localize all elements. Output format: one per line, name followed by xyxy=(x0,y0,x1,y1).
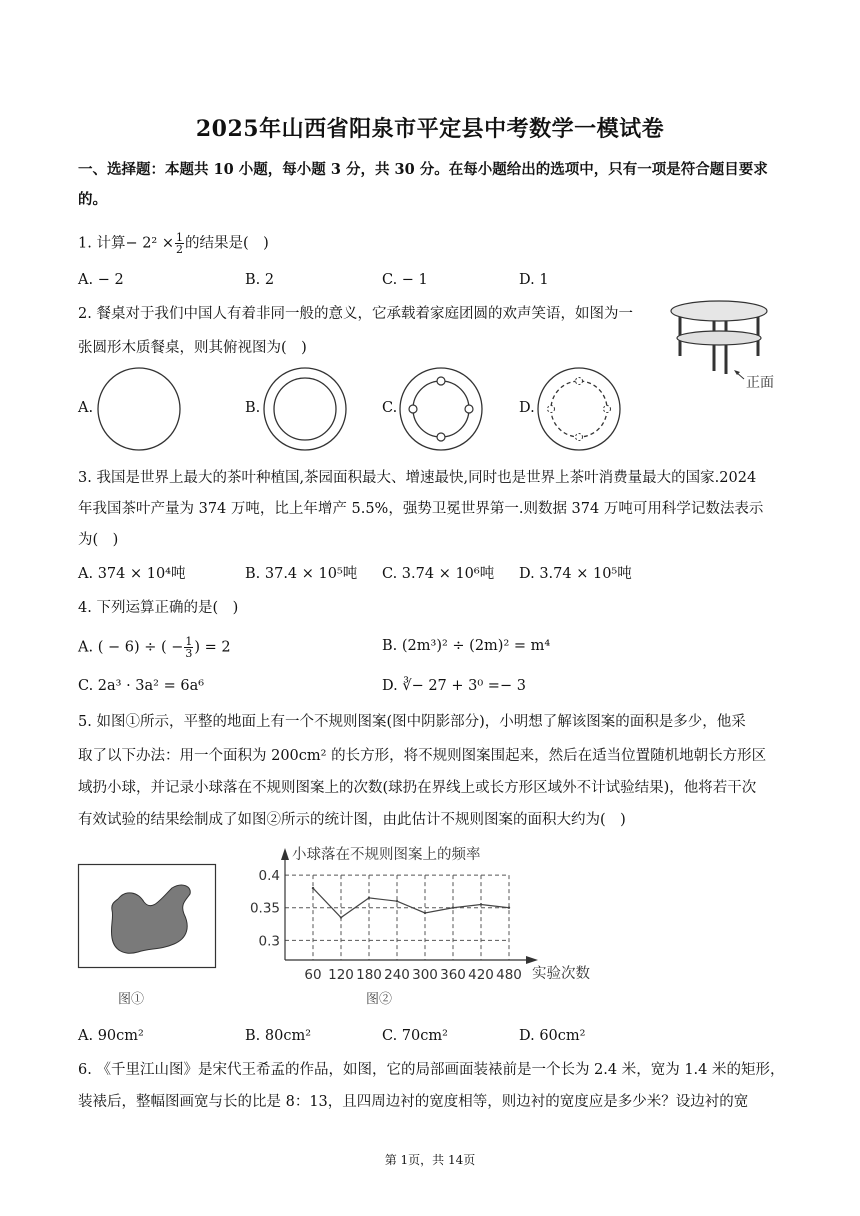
chart-xtick-label-7: 480 xyxy=(496,967,522,983)
chart-point-2 xyxy=(368,897,370,899)
question-4-stem: 4. 下列运算正确的是( ) xyxy=(78,600,239,616)
q4-option-a-fraction xyxy=(184,636,193,659)
q2-option-b-figure[interactable] xyxy=(262,366,348,452)
q1-expr: − 2² × xyxy=(125,235,175,252)
q1-suffix: 的结果是( ) xyxy=(185,235,269,252)
chart-xtick-label-4: 300 xyxy=(412,967,438,983)
q4-option-b[interactable]: B. (2m³)² ÷ (2m)² = m⁴ xyxy=(382,638,551,654)
chart-ytick-label-1: 0.35 xyxy=(249,900,280,917)
q1-fraction-num: 1 xyxy=(176,231,184,244)
q2-option-a-figure[interactable] xyxy=(96,366,182,452)
chart-point-0 xyxy=(312,887,314,889)
q1-option-c[interactable]: C. − 1 xyxy=(382,272,428,288)
question-5-line1: 5. 如图①所示，平整的地面上有一个不规则图案(图中阴影部分)，小明想了解该图案的面积是多少，他采 xyxy=(78,714,746,730)
question-5-line4: 有效试验的结果绘制成了如图②所示的统计图，由此估计不规则图案的面积大约为( ) xyxy=(78,812,626,828)
q2-option-c-figure[interactable] xyxy=(398,366,484,452)
q1-prefix: 1. 计算 xyxy=(78,235,126,252)
question-6-line1: 6. 《千里江山图》是宋代王希孟的作品，如图，它的局部画面装裱前是一个长为 2.4 米，宽为 1.4 米的矩形， xyxy=(78,1062,785,1078)
figure-1-label: 图① xyxy=(118,992,145,1007)
q2-option-d-label[interactable]: D. xyxy=(519,400,535,416)
chart-xtick-label-0: 60 xyxy=(304,967,322,983)
figure-1-irregular-shape xyxy=(78,864,218,974)
q3-option-c[interactable]: C. 3.74 × 10⁶吨 xyxy=(382,566,495,582)
chart-xlabel: 实验次数 xyxy=(532,966,590,982)
question-1-stem xyxy=(78,232,269,255)
q1-fraction-den: 2 xyxy=(176,243,184,256)
chart-xtick-label-2: 180 xyxy=(356,967,382,983)
q2-option-b-label[interactable]: B. xyxy=(245,400,261,416)
chart-y-ticks xyxy=(250,868,280,949)
chart-point-3 xyxy=(396,900,398,902)
question-5-line3: 域扔小球，并记录小球落在不规则图案上的次数(球扔在界线上或长方形区域外不计试验结果)，他将若干次 xyxy=(78,780,757,796)
q2-option-c-label[interactable]: C. xyxy=(382,400,398,416)
q5-option-d[interactable]: D. 60cm² xyxy=(519,1028,586,1044)
q5-option-a[interactable]: A. 90cm² xyxy=(78,1028,144,1044)
q4-option-a-suffix: ) = 2 xyxy=(194,639,231,656)
chart-point-1 xyxy=(340,916,342,918)
q4-option-a-prefix: A. ( − 6) ÷ ( − xyxy=(78,639,184,656)
chart-grid xyxy=(285,875,509,960)
chart-point-5 xyxy=(452,907,454,909)
front-label: 正面 xyxy=(746,375,774,391)
chart-xtick-label-3: 240 xyxy=(384,967,410,983)
chart-series-line-0 xyxy=(313,888,509,917)
section-header-line1: 一、选择题：本题共 10 小题，每小题 3 分，共 30 分。在每小题给出的选项中，只有一项是符合题目要求 xyxy=(78,161,768,178)
question-3-line3: 为( ) xyxy=(78,532,119,548)
q3-option-b[interactable]: B. 37.4 × 10⁵吨 xyxy=(245,566,358,582)
question-5-line2: 取了以下办法：用一个面积为 200cm² 的长方形，将不规则图案围起来，然后在适当位置随机地朝长方形区 xyxy=(78,748,767,764)
q5-option-c[interactable]: C. 70cm² xyxy=(382,1028,448,1044)
chart-xtick-label-6: 420 xyxy=(468,967,494,983)
q1-option-b[interactable]: B. 2 xyxy=(245,272,275,288)
q4-a-fraction-num: 1 xyxy=(185,635,193,648)
q3-option-d[interactable]: D. 3.74 × 10⁵吨 xyxy=(519,566,632,582)
q4-option-c[interactable]: C. 2a³ · 3a² = 6a⁶ xyxy=(78,678,205,694)
chart-xtick-label-1: 120 xyxy=(328,967,354,983)
chart-ytick-label-0: 0.4 xyxy=(258,868,280,885)
question-2-line1: 2. 餐桌对于我们中国人有着非同一般的意义，它承载着家庭团圆的欢声笑语，如图为一 xyxy=(78,306,633,322)
chart-ytick-label-2: 0.3 xyxy=(258,933,280,950)
chart-point-7 xyxy=(508,907,510,909)
figure-2-label: 图② xyxy=(366,992,393,1007)
q3-option-a[interactable]: A. 374 × 10⁴吨 xyxy=(78,566,186,582)
page-footer: 第 1页，共 14页 xyxy=(384,1153,476,1167)
chart-ylabel: 小球落在不规则图案上的频率 xyxy=(292,847,481,863)
section-header-line2: 的。 xyxy=(78,191,107,208)
chart-series xyxy=(312,887,510,919)
q5-option-b[interactable]: B. 80cm² xyxy=(245,1028,312,1044)
chart-xtick-label-5: 360 xyxy=(440,967,466,983)
chart-point-4 xyxy=(424,912,426,914)
chart-point-6 xyxy=(480,903,482,905)
q1-option-d[interactable]: D. 1 xyxy=(519,272,549,288)
question-6-line2: 装裱后，整幅图画宽与长的比是 8：13，且四周边衬的宽度相等，则边衬的宽度应是多少米？设边衬的宽 xyxy=(78,1094,749,1110)
question-3-line2: 年我国茶叶产量为 374 万吨，比上年增产 5.5%，强势卫冕世界第一.则数据 374 万吨可用科学记数法表示 xyxy=(78,501,764,517)
q2-option-d-figure[interactable] xyxy=(536,366,622,452)
question-2-line2: 张圆形木质餐桌，则其俯视图为( ) xyxy=(78,340,307,356)
q1-option-a[interactable]: A. − 2 xyxy=(78,272,124,288)
q4-option-a[interactable] xyxy=(78,636,231,659)
figure-2-frequency-chart xyxy=(240,842,610,987)
q4-a-fraction-den: 3 xyxy=(185,647,193,660)
q4-option-d[interactable]: D. ∛− 27 + 3⁰ =− 3 xyxy=(382,678,526,694)
q2-option-a-label[interactable]: A. xyxy=(78,400,94,416)
question-3-line1: 3. 我国是世界上最大的茶叶种植国,茶园面积最大、增速最快,同时也是世界上茶叶消费量最大的国家.2024 xyxy=(78,470,757,486)
chart-x-ticks xyxy=(304,967,521,983)
page-title: 2025年山西省阳泉市平定县中考数学一模试卷 xyxy=(195,116,665,142)
q1-fraction xyxy=(175,232,184,255)
round-table-illustration xyxy=(664,296,784,396)
